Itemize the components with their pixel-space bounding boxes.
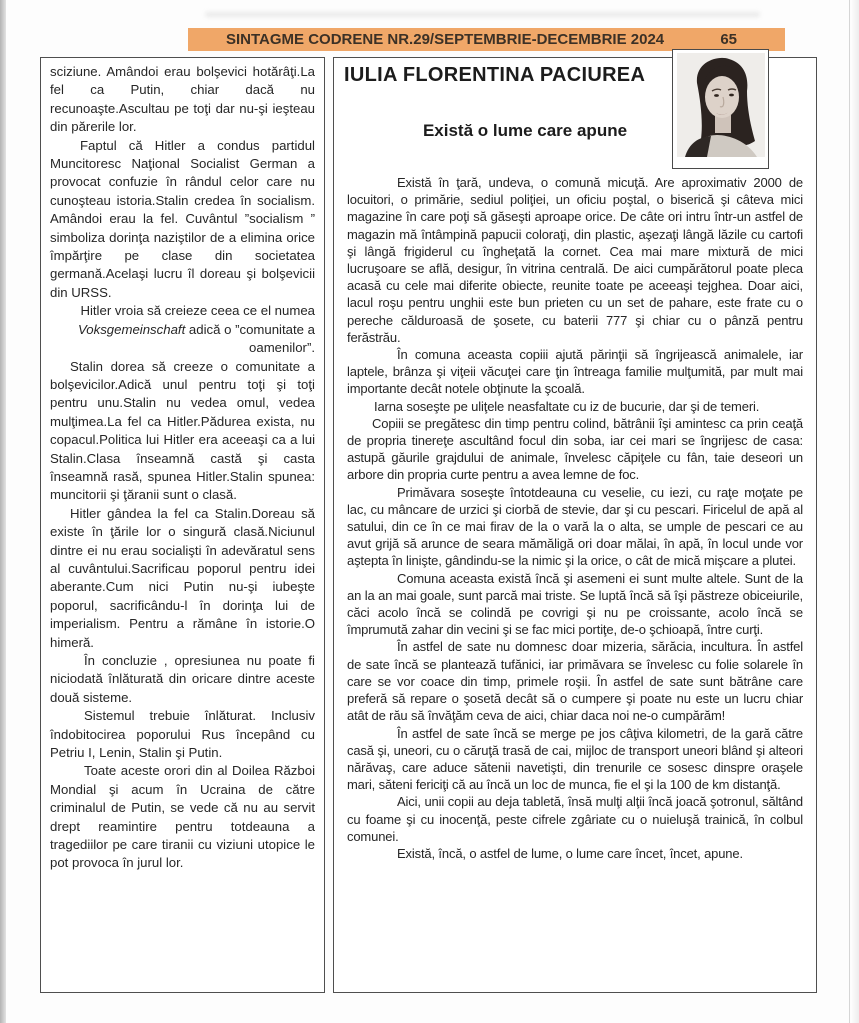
scan-right-edge xyxy=(852,0,859,1023)
article-title: Există o lume care apune xyxy=(422,121,628,140)
paragraph: În comuna aceasta copiii ajută părinţii să îngrijească animalele, iar laptele, brânza şi viţeii văcuţei care ţin întreaga familie mulţumită, par mult mai importante decât notele obţinute la şcoală. xyxy=(347,347,803,397)
paragraph: sciziune. Amândoi erau bolşevici hotărâţi.La fel ca Putin, chiar dacă nu recunoaşte.Ascultau pe toţi dar nu-şi ieşteau din părerile lor. xyxy=(50,64,315,135)
paragraph: În astfel de sate încă se merge pe jos câţiva kilometri, de la gară către casă şi, uneori, cu o căruţă trasă de cai, mijloc de transport uneori blând şi alteori nărăvaş, care aduce sătenii navetişti, din trenurile ce sosesc dinspre oraşele mari, săteni fericiţi că au încă un loc de munca, fie el şi la 100 de km distanţă. xyxy=(347,725,803,793)
paragraph: Există, încă, o astfel de lume, o lume care încet, încet, apune. xyxy=(397,845,743,861)
paragraph: Hitler vroia să creieze ceea ce el numea Voksgemeinschaft adică o ”comunitate a oamenilor”. xyxy=(77,303,315,356)
paragraph: Primăvara soseşte întotdeauna cu veselie, cu iezi, cu raţe moţate pe lac, cu mâncare de urzici şi ciorbă de stevie, dar şi cu pescari. Firicelul de apă al satului, din ce în ce mai firav de la o vară la o alta, se umple de pescari ce au avut grijă să arunce de seara mămăligă ori doar mălai, în apă, în locul unde vor aştepta în linişte, gândindu-se la nimic şi la orice, o cât de mică mişcare a plutei. xyxy=(347,484,803,569)
paragraph: Toate aceste orori din al Doilea Război Mondial şi acum în Ucraina de către criminalul de Putin, se vede că nu au servit drept reamintire pentru totdeauna a tragediilor pe care tiranii cu viziuni utopice le pot provoca în jurul lor. xyxy=(50,763,315,871)
header-bar xyxy=(188,28,785,51)
paragraph: Sistemul trebuie înlăturat. Inclusiv îndobitocirea poporului Rus începând cu Petriu I, Lenin, Stalin şi Putin. xyxy=(50,708,315,761)
author-photo xyxy=(672,49,769,169)
paragraph: Comuna aceasta există încă şi asemeni ei sunt multe altele. Sunt de la an la an mai goale, sunt parcă mai triste. Se luptă încă să îşi păstreze obiceiurile, căci acolo încă se colindă pe covrigi şi nu pe croissante, acolo încă se împrumută zahar din vecini şi se fac mici portiţe, de-o şchioapă, între curţi. xyxy=(347,570,803,638)
right-column xyxy=(333,57,817,993)
page-number: 65 xyxy=(720,31,737,48)
paragraph: În astfel de sate nu domnesc doar mizeria, sărăcia, incultura. În astfel de sate încă se plantează tufănici, iar primăvara se învelesc cu folie solarele în care se vor coace din timp, primele roşii. În astfel de sate sunt bătrâne care preferă să repare o şosetă decât să o cumpere şi poate nu este un lucru chiar atât de rău să învăţăm ceva de aici, chiar daca noi ne-o cumpărăm! xyxy=(347,639,803,724)
paragraph: Hitler gândea la fel ca Stalin.Doreau să existe în ţările lor o singură clasă.Niciunul dintre ei nu erau socialişti în adevăratul sens al cuvântului.Sacrificau poporul pentru idei aberante.Cum nici Putin nu-şi iubeşte poporul, sacrificându-l în dorinţa lui de imperialism. Pentru a rămâne în istorie.O himeră. xyxy=(50,505,315,650)
paragraph: Există în ţară, undeva, o comună micuţă. Are aproximativ 2000 de locuitori, o primărie, sediul poliţiei, un oficiu poştal, o biserică şi câteva mici magazine în care poţi să găseşti aproape orice. De câte ori intru într-un astfel de magazin mă întâmpină papucii coloraţi, din plastic, aşezaţi lângă lăzile cu cartofi şi lângă frigiderul cu îngheţată la cornet. Cea mai mare mixtură de mici lucruşoare se află, desigur, în vitrina centrală. De aici cumpărătorul poate pleca acasă cu cele mai diferite obiecte, reunite toate pe aceeaşi tejghea. Doar aici, lacul roşu pentru unghii este bun prieten cu un set de pahare, este frate cu o pereche călduroasă de şosete, cu baterii 777 şi chiar cu o pânză pentru ferăstrău. xyxy=(347,175,803,345)
paragraph: În concluzie , opresiunea nu poate fi niciodată înlăturată din oricare dintre aceste două sisteme. xyxy=(50,653,315,705)
scan-right-line xyxy=(849,0,850,1023)
paragraph: Aici, unii copii au deja tabletă, însă mulţi alţii încă joacă şotronul, săltând cu foame şi cu inocenţă, peste cifrele zgâriate cu o nuieluşă trainică, în colbul comunei. xyxy=(347,794,803,844)
right-article-body xyxy=(334,170,816,862)
left-column xyxy=(40,57,325,993)
paragraph: Stalin dorea să creeze o comunitate a bolşevicilor.Adică unul pentru toţi şi toţi pentru unu.Stalin nu vedea omul, vedea mulţimea.La fel ca Hitler.Pădurea exista, nu copacul.Politica lui Hitler era aceeaşi ca a lui Stalin.Clasa înseamnă castă şi casta înseamnă rasă, spunea Hitler.Stalin spunea: muncitorii şi ţăranii sunt o clasă. xyxy=(50,358,315,503)
paragraph: Copiii se pregătesc din timp pentru colind, bătrânii îşi amintesc ca prin ceaţă de propria tinereţe ascultând focul din soba, iar cei mari se îngrijesc de casa: astupă găurile grajdului de animale, învelesc căpiţele cu fân, taie deseori un arbore din propria curte pentru a avea lemne de foc. xyxy=(347,415,803,483)
scan-left-edge xyxy=(0,0,6,1023)
paragraph: Iarna soseşte pe uliţele neasfaltate cu iz de bucurie, dar şi de temeri. xyxy=(374,398,760,414)
journal-title: SINTAGME CODRENE NR.29/SEPTEMBRIE-DECEMBRIE 2024 xyxy=(226,31,665,48)
author-name: IULIA FLORENTINA PACIUREA xyxy=(344,64,646,86)
paragraph: Faptul că Hitler a condus partidul Muncitoresc Naţional Socialist German a provocat confuzie în rândul celor care nu cunoşteau istoria.Stalin credea în socialism. Amândoi erau la fel. Cuvântul ”socialism ” simboliza dorinţa naziştilor de a elimina orice împărţire pe clase din societatea germană.Acelaşi lucru îl doreau şi bolşevicii din URSS. xyxy=(50,137,315,300)
left-article-body xyxy=(41,58,324,873)
scan-smudge-artifact xyxy=(205,12,760,17)
author-portrait-image xyxy=(677,53,765,165)
